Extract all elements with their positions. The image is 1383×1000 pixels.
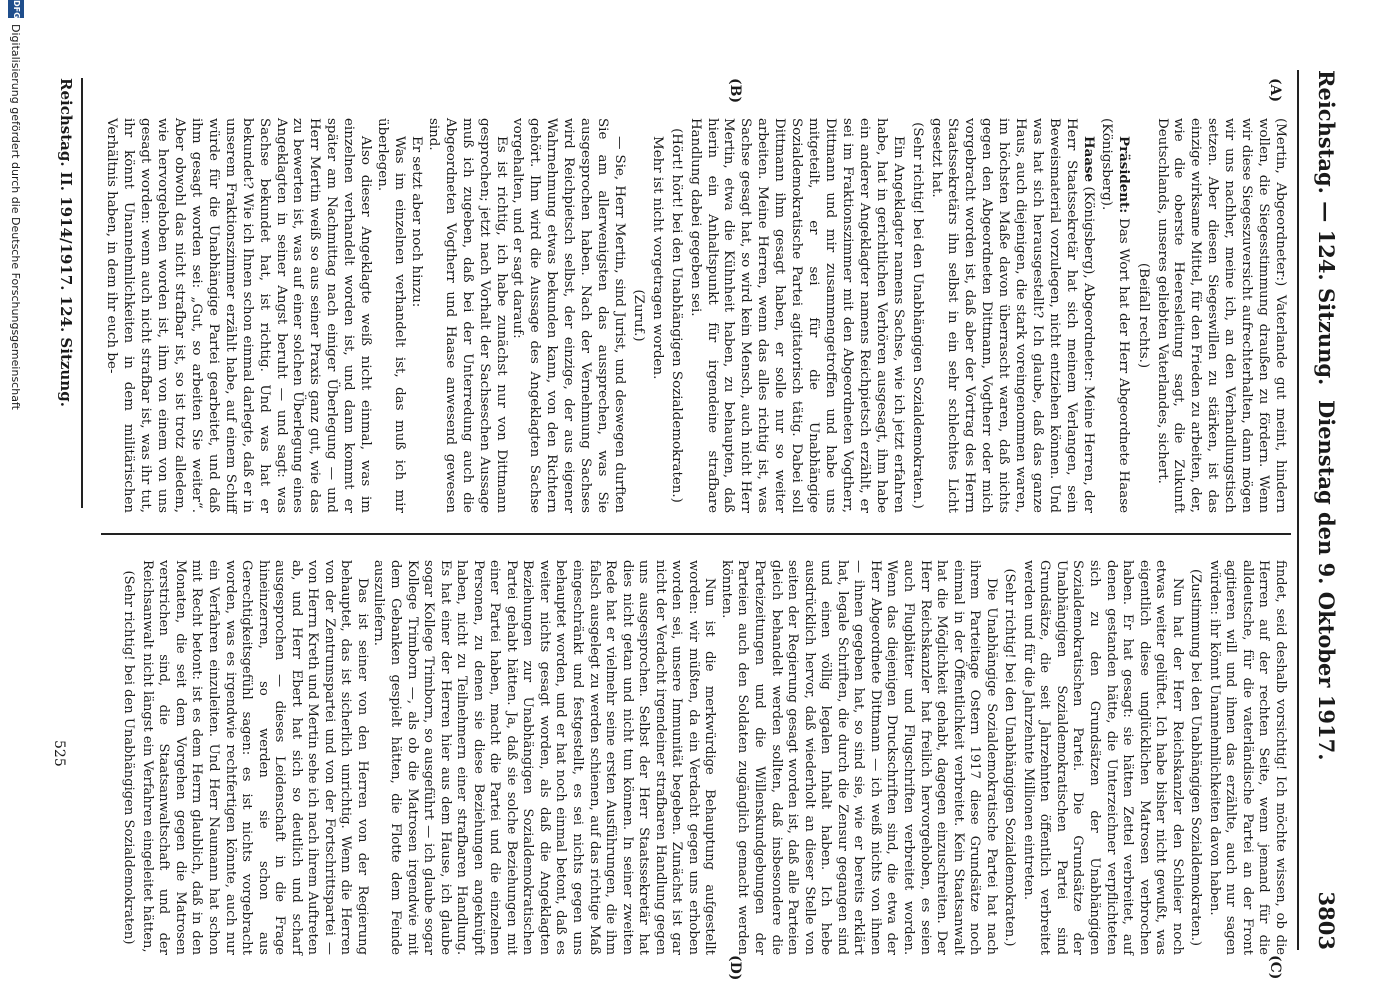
header-date: Dienstag den 9. Oktober 1917. xyxy=(1314,400,1339,761)
paragraph: Die Unabhängige Sozialdemokratische Partei hat nach ihrem Parteitage Ostern 1917 diese Grundsätze noch einmal in der Öffentlichkeit verbreitet. Kein Staatsanwalt hat die Möglichkeit gehabt, dagegen einzuschreiten. Der Herr Reichskanzler hat freilich hervorgehoben, es seien auch Flugblätter und Flugschriften verbreitet worden. Wenn das diejenigen Druckschriften sind, die etwa der Herr Abgeordnete Dittmann — ich weiß nichts von ihnen — ihnen gegeben hat, so sind sie, wie er bereits erklärt hat, legale Schriften, die durch die Zensur gegangen sind und einen völlig legalen Inhalt haben. Ich hebe ausdrücklich hervor, daß wiederholt an dieser Stelle von seiten der Regierung gesagt worden ist, daß alle Parteien gleich behandelt werden sollten, daß insbesondere die Parteizeitungen und die Willenskundgebungen der Parteien auch den Soldaten zugänglich gemacht werden könnten. xyxy=(718,560,999,955)
paragraph xyxy=(1097,118,1132,513)
remark: (Hört! hört! bei den Unabhängigen Sozialdemokraten.) xyxy=(668,128,684,503)
credit-text: Digitalisierung gefördert durch die Deutsche Forschungsgemeinschaft xyxy=(9,24,22,410)
paragraph: Nun ist die merkwürdige Behauptung aufgestellt worden: wir müßten, da ein Verdacht gegen uns erhoben worden sei, unsere Immunität begeben. Zunächst ist gar nicht der Verdacht irgendeiner strafbaren Handlung gegen uns ausgesprochen. Selbst der Herr Staatssekretär hat dies nicht getan und nicht tun können. In seiner zweiten Rede hat er vielmehr seine ersten Ausführungen, die ihm falsch ausgelegt zu werden schienen, auf das richtige Maß eingeschränkt und festgestellt, es sei nichts gegen uns behauptet worden, und er hat noch einmal betont, daß es weiter nichts gesagt worden, als daß die Angeklagten Beziehungen zur Unabhängigen Sozialdemokratischen Partei gehabt hätten. Ja, daß sie solche Beziehungen mit einer Partei haben, macht die Partei und die einzelnen Personen, zu denen sie diese Beziehungen angeknüpft haben, nicht zu Teilnehmern einer strafbaren Handlung. Es hat einer der Herren hier aus dem Hause, ich glaube sogar Kollege Trimborn, so ausgeführt — ich glaube sogar Kollege Trimborn —, als ob die Matrosen irgendwie mit dem Gebanken gespielt hätten, die Flotte dem Feinde auszuliefern. xyxy=(371,560,718,955)
page-number: 525 xyxy=(51,740,67,767)
paragraph: Er setzt aber noch hinzu: xyxy=(408,136,424,308)
paragraph: — Sie, Herr Mertin, sind Jurist, und deswegen durften Sie am allerwenigsten das aussprechen, was Sie ausgesprochen haben. Nach der Vernehmung Sachses wird Reichpietsch selbst, der einzige, der aus eigener Wahrnehmung etwas bekunden kann, von den Richtern gehört. Ihm wird die Aussage des Angeklagten Sachse vorgehalten, und er sagt darauf: xyxy=(510,118,627,513)
paragraph: findet, seid deshalb vorsichtig! Ich möchte wissen, ob die Herren auf der rechten Seite, wenn jemand für die alldeutsche, für die vaterländische Partei an der Front agitieren will und ihnen das erzählte, auch nur sagen würden: ihr könnt Unannehmlichkeiten davon haben. xyxy=(1206,560,1288,955)
paragraph xyxy=(927,118,1097,513)
paragraph: Ein Angeklagter namens Sachse, wie ich jetzt erfahren habe, hat in gerichtlichen Verhören ausgesagt, ihm habe ein anderer Angeklagter namens Reichpietsch erzählt, er sei im Fraktionszimmer mit den Abgeordneten Vogtherr, Dittmann und mir zusammengetroffen und habe uns mitgeteilt, er sei für die Unabhängige Sozialdemokratische Partei agitatorisch tätig. Dabei soll Dittmann ihm gesagt haben, er solle nur so weiter arbeiten. Meine Herren, wenn das alles richtig ist, was Sachse gesagt hat, so wird kein Mensch, auch nicht Herr Mertin, etwa die Kühnheit haben, zu behaupten, daß hierin ein Anhaltspunkt für irgendeine strafbare Handlung dabei gegeben sei. xyxy=(687,118,906,513)
speaker-name: Haase xyxy=(1080,136,1097,183)
paragraph: Das ist seiner von den Herren von der Regierung behauptet, das ist sicherlich unrichtig. Wenn die Herren von der Zentrumspartei und von der Fortschrittspartei — von Herrn Kreth und Mertin sehe ich nach ihrem Auftreten ab, und Herr Ebert hat sich so deutlich und scharf ausgesprochen — dieses Leidenschaft in die Frage hineinzerren, so werden sie schon aus Gerechtigkeitsgefühl sagen: es ist nichts vorgebracht worden, was es irgendwie rechtfertigen könnte, auch nur ein Verfahren einzuleiten. Und Herr Naumann hat schon mit Recht betont: ist es dem Herrn glaublich, daß in den Monaten, die seit dem Vorgehen gegen die Matrosen verstrichen sind, die Staatsanwaltschaft und der Reichsanwalt nicht längst ein Verfahren eingeleitet hätten, xyxy=(139,560,370,955)
quotation: Was im einzelnen verhandelt ist, das muß ich mir überlegen. xyxy=(375,118,407,513)
quotation: Es ist richtig, ich habe zunächst nur von Dittmann gesprochen; jetzt nach Vorhalt der Sachseschen Aussage muß ich zugeben, daß bei der Unterredung auch die Abgeordneten Vogtherr und Haase anwesend gewesen sind. xyxy=(425,118,509,513)
header-left: Reichstag. — 124. Sitzung. xyxy=(1314,70,1339,386)
speaker-name: Präsident: xyxy=(1115,136,1132,214)
remark: (Sehr richtig! bei den Unabhängigen Sozialdemokraten.) xyxy=(909,122,925,509)
page-header xyxy=(1297,70,1345,950)
remark: (Zustimmung bei den Unabhängigen Sozialdemokraten.) xyxy=(1188,569,1204,946)
paragraph: Also dieser Angeklagte weiß nicht einmal, was im einzelnen verhandelt worden ist, und dann kommt er später am Nachmittag nach einiger Überlegung — und Herr Mertin weiß so aus seiner Praxis ganz gut, wie das zu bewerten ist, was auf einer solchen Überlegung eines Angeklagten in seiner Angst beruht — und sagt: was Sachse bekundet hat, ist richtig. Und was hat er bekundet? Wie ich Ihnen schon einmal darlegte, daß er in unserem Fraktionszimmer erzählt habe, auf einem Schiff würde für die Unabhängige Partei gearbeitet, und daß ihm gesagt worden sei: „Gut, so arbeiten Sie weiter“. Aber obwohl das nicht strafbar ist, so ist trotz alledem, wie hervorgehoben worden ist, ihm von einem von uns gesagt worden: wenn auch nicht strafbar ist, was ihr tut, ihr könnt Unannehmlichkeiten in dem militärischen Verhältnis haben, in dem ihr euch be- xyxy=(104,118,374,513)
margin-marker-d: (D) xyxy=(727,955,743,981)
paragraph: Nun hat der Herr Reichskanzler den Schleier noch etwas weiter gelüftet. Ich habe bisher nicht gewußt, was eigentlich diese unglücklichen Matrosen verbrochen haben. Er hat gesagt: sie hätten Zettel verbreitet, auf denen gestanden hätte, die Unterzeichner verpflichteten sich zu den Grundsätzen der Unabhängigen Sozialdemokratischen Partei. Die Grundsätze der Unabhängigen Sozialdemokratischen Partei sind Grundsätze, die seit Jahrzehnten öffentlich verbreitet werden und für die Jahrzehnte Millionen eintreten. xyxy=(1020,560,1185,955)
margin-marker-b: (B) xyxy=(727,78,743,104)
remark: (Sehr richtig! bei den Unabhängigen Sozialdemokraten) xyxy=(121,570,137,945)
dfg-logo-icon: DFG xyxy=(8,0,24,18)
remark: (Zuruf.) xyxy=(630,289,646,342)
margin-marker-a: (A) xyxy=(1267,78,1283,103)
paragraph-text: (Königsberg), Abgeordneter: Meine Herren, der Herr Staatssekretär hat sich meinem Verlangen, sein Beweismaterial vorzulegen, nicht entziehen können. Und was hat sich herausgestellt? Ich glaube, daß das ganze Haus, auch diejenigen, die stark voreingenommen waren, im höchsten Maße davon überrascht waren, daß nichts gegen den Abgeordneten Dittmann, Vogtherr oder mich vorgebracht worden ist, daß aber der Vortrag des Herrn Staatssekretärs ihn selbst in ein sehr schlechtes Licht gesetzt hat. xyxy=(928,118,1096,514)
margin-marker-c: (C) xyxy=(1267,955,1283,980)
remark: (Sehr richtig! bei den Unabhängigen Sozialdemokraten.) xyxy=(1002,568,1018,947)
paragraph: (Mertin, Abgeordneter:) Vaterlande gut meint, hindern wollen, die Siegesstimmung draußen zu fördern. Wenn wir diese Siegeszuversicht aufrechterhalten, dann mögen wir uns nachher, meine ich, an den Verhandlungstisch setzen. Aber diesen Siegeswillen zu stärken, ist das einzige wirksame Mittel, für den Frieden zu arbeiten, der, wie die oberste Heeresleitung sagt, die Zukunft Deutschlands, unseres geliebten Vaterlandes, sichert. xyxy=(1154,118,1288,513)
remark: (Beifall rechts.) xyxy=(1135,262,1151,369)
header-page-number: 3803 xyxy=(1314,891,1339,950)
paragraph-text: Das Wort hat der Herr Abgeordnete Haase (Königsberg). xyxy=(1098,118,1131,514)
footer-signature: Reichstag. II. 1914/1917. 124. Sitzung. xyxy=(57,78,83,508)
paragraph: Mehr ist nicht vorgetragen worden. xyxy=(649,136,665,380)
right-column xyxy=(118,560,1288,955)
left-column xyxy=(102,118,1288,513)
digitization-credit xyxy=(4,0,26,1000)
column-divider xyxy=(101,533,1291,535)
